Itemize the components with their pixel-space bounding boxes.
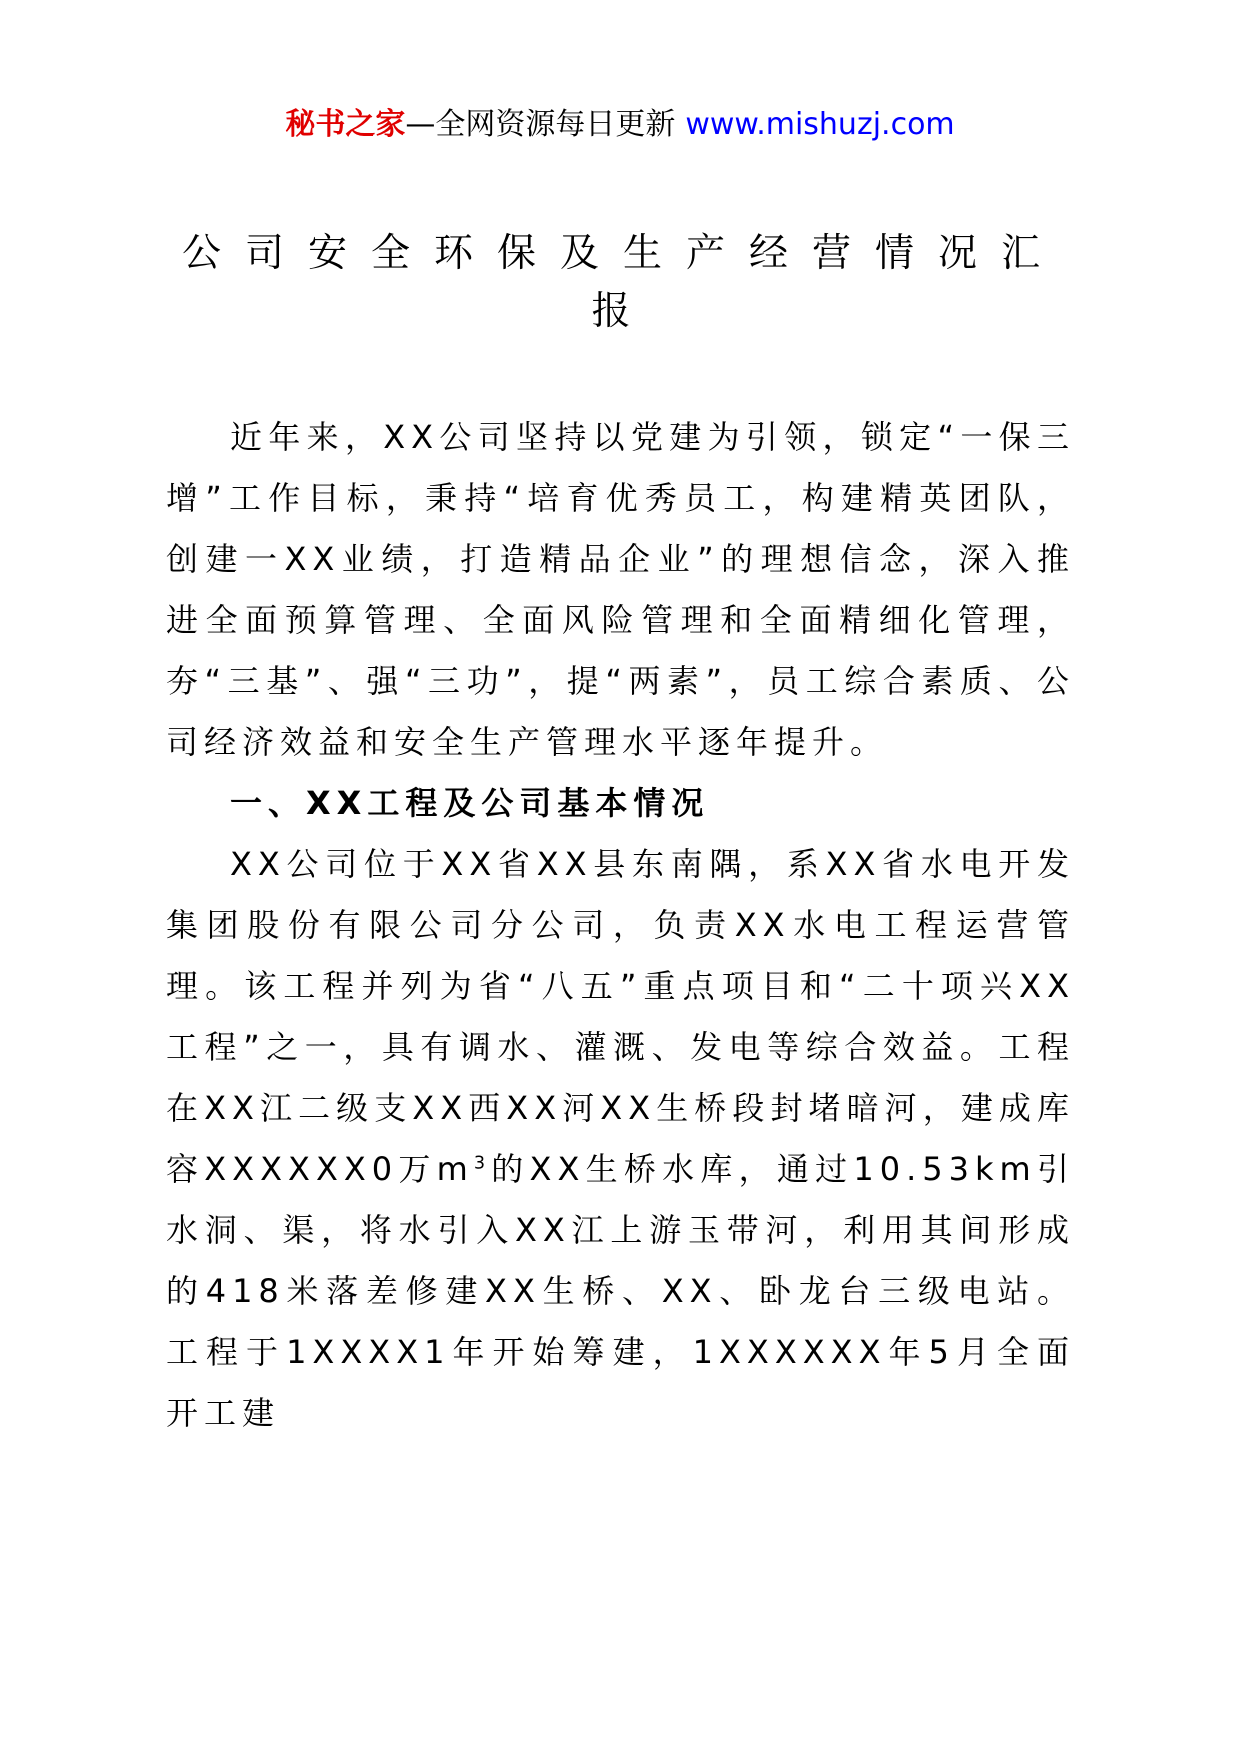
superscript-exponent: 3 (473, 1153, 492, 1174)
section-text-part2: 的XX生桥水库，通过10.53km引水洞、渠，将水引入XX江上游玉带河，利用其间形成的418米落差修建XX生桥、XX、卧龙台三级电站。工程于1XXXX1年开始筹建，1XXXXXX年5月全面开工建 (166, 1150, 1075, 1432)
section-paragraph (166, 834, 1075, 1444)
site-header (0, 102, 1240, 148)
site-url-link[interactable]: www.mishuzj.com (685, 107, 955, 142)
section-heading: 一、XX工程及公司基本情况 (230, 784, 710, 822)
document-title: 公司安全环保及生产经营情况汇报 (181, 231, 1064, 334)
header-slogan: —全网资源每日更新 (405, 107, 676, 142)
document-body (166, 407, 1075, 1444)
intro-paragraph: 近年来，XX公司坚持以党建为引领，锁定“一保三增”工作目标，秉持“培育优秀员工，构建精英团队，创建一XX业绩，打造精品企业”的理想信念，深入推进全面预算管理、全面风险管理和全面精细化管理，夯“三基”、强“三功”，提“两素”，员工综合素质、公司经济效益和安全生产管理水平逐年提升。 (166, 418, 1075, 761)
brand-name: 秘书之家 (285, 107, 406, 142)
section-text-part1: XX公司位于XX省XX县东南隅，系XX省水电开发集团股份有限公司分公司，负责XX水电工程运营管理。该工程并列为省“八五”重点项目和“二十项兴XX工程”之一，具有调水、灌溉、发电等综合效益。工程在XX江二级支XX西XX河XX生桥段封堵暗河，建成库容XXXXXX0万m (166, 845, 1075, 1188)
